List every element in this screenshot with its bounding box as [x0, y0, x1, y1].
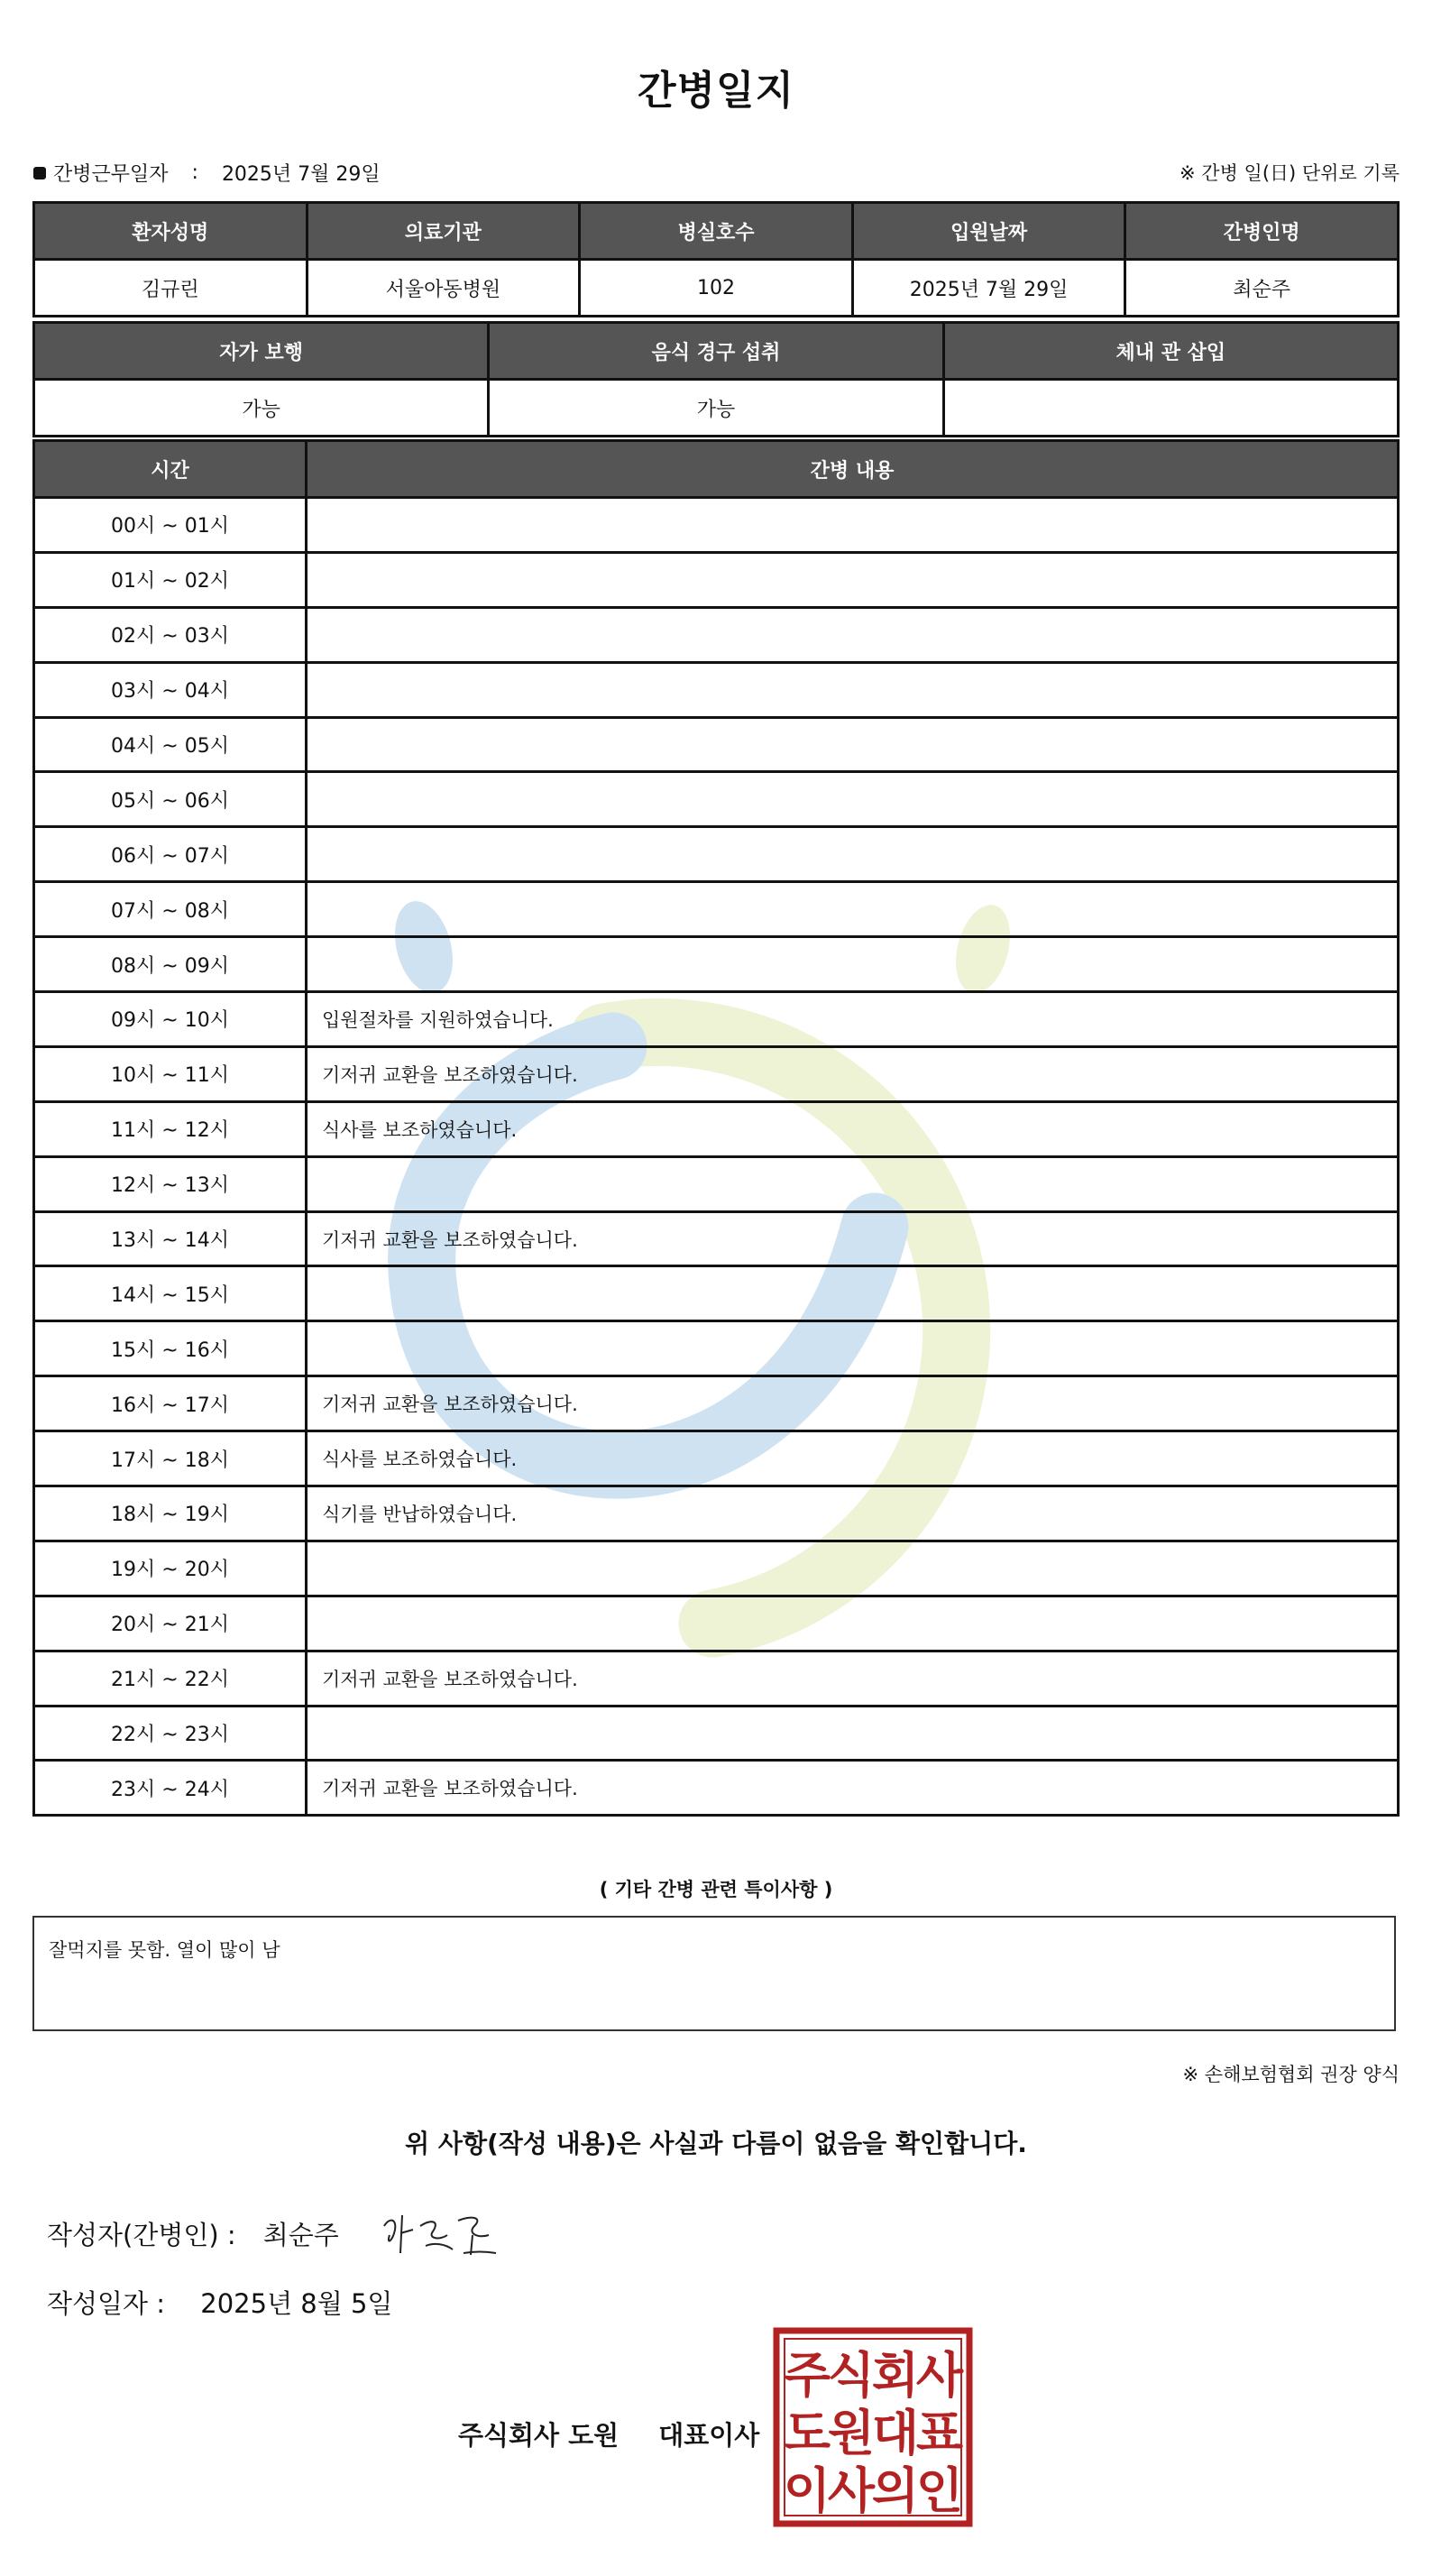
table-row — [34, 1651, 1399, 1706]
table-row — [34, 1596, 1399, 1651]
care-content — [307, 717, 1399, 772]
care-content — [307, 1596, 1399, 1651]
care-content: 기저귀 교환을 보조하였습니다. — [307, 1376, 1399, 1431]
time-slot: 15시 ~ 16시 — [34, 1321, 307, 1376]
table-row — [34, 1541, 1399, 1596]
table-row — [34, 937, 1399, 992]
seal-glyph: 식 — [827, 2347, 876, 2404]
seal-glyph: 이 — [783, 2462, 831, 2519]
patient-info-table — [32, 201, 1400, 317]
oral-intake-value: 가능 — [489, 380, 943, 437]
time-slot: 18시 ~ 19시 — [34, 1486, 307, 1541]
care-content — [307, 1541, 1399, 1596]
time-slot: 04시 ~ 05시 — [34, 717, 307, 772]
time-slot: 06시 ~ 07시 — [34, 827, 307, 882]
seal-glyph: 원 — [827, 2405, 876, 2461]
company-line — [458, 2415, 759, 2452]
header-time: 시간 — [34, 441, 307, 498]
room-number: 102 — [580, 260, 853, 317]
header-patient-name: 환자성명 — [34, 203, 308, 260]
header-hospital: 의료기관 — [307, 203, 580, 260]
header-oral-intake: 음식 경구 섭취 — [489, 323, 943, 380]
time-slot: 03시 ~ 04시 — [34, 662, 307, 717]
care-content — [307, 1156, 1399, 1211]
time-slot: 17시 ~ 18시 — [34, 1431, 307, 1486]
table-row — [34, 772, 1399, 827]
daily-record-note: ※ 간병 일(日) 단위로 기록 — [1180, 162, 1400, 184]
confirmation-statement: 위 사항(작성 내용)은 사실과 다름이 없음을 확인합니다. — [405, 2129, 1027, 2158]
time-slot: 08시 ~ 09시 — [34, 937, 307, 992]
hospital-name: 서울아동병원 — [307, 260, 580, 317]
time-slot: 00시 ~ 01시 — [34, 498, 307, 553]
document-title: 간병일지 — [637, 68, 794, 114]
header-care-content: 간병 내용 — [307, 441, 1399, 498]
time-slot: 21시 ~ 22시 — [34, 1651, 307, 1706]
care-content — [307, 882, 1399, 937]
work-date-separator: : — [191, 161, 198, 184]
care-content: 식사를 보조하였습니다. — [307, 1431, 1399, 1486]
care-content — [307, 662, 1399, 717]
seal-glyph: 도 — [783, 2405, 831, 2461]
table-row — [34, 607, 1399, 662]
header-caregiver-name: 간병인명 — [1125, 203, 1399, 260]
time-slot: 20시 ~ 21시 — [34, 1596, 307, 1651]
time-slot: 22시 ~ 23시 — [34, 1706, 307, 1761]
care-content — [307, 1321, 1399, 1376]
table-row — [34, 1321, 1399, 1376]
care-content — [307, 1266, 1399, 1321]
time-slot: 14시 ~ 15시 — [34, 1266, 307, 1321]
time-slot: 16시 ~ 17시 — [34, 1376, 307, 1431]
table-row — [34, 1706, 1399, 1761]
table-row — [34, 1431, 1399, 1486]
seal-glyph: 인 — [915, 2462, 964, 2519]
care-content: 기저귀 교환을 보조하였습니다. — [307, 1651, 1399, 1706]
table-row — [34, 717, 1399, 772]
time-slot: 01시 ~ 02시 — [34, 552, 307, 607]
care-content — [307, 827, 1399, 882]
care-content: 입원절차를 지원하였습니다. — [307, 992, 1399, 1047]
table-row — [34, 827, 1399, 882]
time-slot: 12시 ~ 13시 — [34, 1156, 307, 1211]
table-row — [34, 662, 1399, 717]
header-room: 병실호수 — [580, 203, 853, 260]
written-date-value: 2025년 8월 5일 — [200, 2288, 393, 2319]
time-slot: 23시 ~ 24시 — [34, 1761, 307, 1816]
time-slot: 09시 ~ 10시 — [34, 992, 307, 1047]
time-slot: 07시 ~ 08시 — [34, 882, 307, 937]
header-self-walking: 자가 보행 — [34, 323, 489, 380]
care-content: 기저귀 교환을 보조하였습니다. — [307, 1211, 1399, 1266]
admission-date: 2025년 7월 29일 — [852, 260, 1125, 317]
self-walking-value: 가능 — [34, 380, 489, 437]
company-seal — [773, 2327, 973, 2527]
table-row — [34, 1101, 1399, 1156]
bullet-square-icon — [33, 167, 46, 179]
table-row — [34, 552, 1399, 607]
care-content: 식사를 보조하였습니다. — [307, 1101, 1399, 1156]
work-date-value: 2025년 7월 29일 — [221, 163, 381, 186]
table-row — [34, 992, 1399, 1047]
caregiver-name: 최순주 — [1125, 260, 1399, 317]
care-content — [307, 772, 1399, 827]
table-row — [34, 1211, 1399, 1266]
work-date-label: 간병근무일자 — [53, 163, 169, 186]
time-slot: 05시 ~ 06시 — [34, 772, 307, 827]
written-date — [47, 2284, 392, 2321]
header-admission-date: 입원날짜 — [852, 203, 1125, 260]
table-row — [34, 1486, 1399, 1541]
company-name: 주식회사 도원 — [458, 2420, 620, 2451]
writer-name: 최순주 — [262, 2220, 339, 2250]
patient-status-table — [32, 321, 1400, 437]
time-slot: 11시 ~ 12시 — [34, 1101, 307, 1156]
table-row — [34, 1156, 1399, 1211]
header-tube-insertion: 체내 관 삽입 — [943, 323, 1398, 380]
care-content — [307, 1706, 1399, 1761]
care-content — [307, 937, 1399, 992]
seal-glyph: 대 — [871, 2405, 920, 2461]
table-row — [34, 1046, 1399, 1101]
care-content — [307, 552, 1399, 607]
writer-line — [47, 2215, 339, 2252]
seal-glyph: 회 — [871, 2347, 920, 2404]
time-slot: 02시 ~ 03시 — [34, 607, 307, 662]
tube-insertion-value — [943, 380, 1398, 437]
special-notes-heading: ( 기타 간병 관련 특이사항 ) — [599, 1879, 833, 1900]
care-content: 식기를 반납하였습니다. — [307, 1486, 1399, 1541]
care-content: 기저귀 교환을 보조하였습니다. — [307, 1761, 1399, 1816]
handwritten-signature — [377, 2199, 503, 2271]
care-content — [307, 498, 1399, 553]
table-row — [34, 498, 1399, 553]
seal-glyph: 사 — [915, 2347, 964, 2404]
ceo-title: 대표이사 — [658, 2420, 760, 2451]
form-source-note: ※ 손해보험협회 권장 양식 — [1182, 2064, 1400, 2085]
seal-glyph: 표 — [915, 2405, 964, 2461]
written-date-label: 작성일자 : — [47, 2288, 166, 2319]
time-slot: 13시 ~ 14시 — [34, 1211, 307, 1266]
table-row — [34, 1376, 1399, 1431]
special-notes-box: 잘먹지를 못함. 열이 많이 남 — [32, 1916, 1396, 2031]
seal-glyph: 주 — [783, 2347, 831, 2404]
seal-glyph: 의 — [871, 2462, 920, 2519]
table-row — [34, 1761, 1399, 1816]
table-row — [34, 1266, 1399, 1321]
patient-name: 김규린 — [34, 260, 308, 317]
care-content — [307, 607, 1399, 662]
time-slot: 10시 ~ 11시 — [34, 1046, 307, 1101]
care-content: 기저귀 교환을 보조하였습니다. — [307, 1046, 1399, 1101]
seal-glyph: 사 — [827, 2462, 876, 2519]
work-date — [33, 159, 381, 187]
time-slot: 19시 ~ 20시 — [34, 1541, 307, 1596]
writer-label: 작성자(간병인) : — [47, 2220, 236, 2250]
care-log-table — [32, 439, 1400, 1817]
table-row — [34, 882, 1399, 937]
